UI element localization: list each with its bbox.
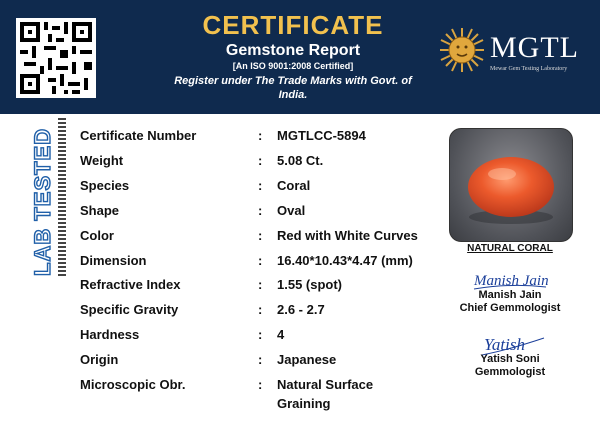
detail-value: Coral <box>277 178 311 193</box>
detail-separator: : <box>258 302 263 317</box>
iso-certification: [An ISO 9001:2008 Certified] <box>232 61 354 71</box>
detail-row-species <box>80 178 460 203</box>
trademark-line-1: Register under The Trade Marks with Govt. of <box>174 75 412 87</box>
signatory-1 <box>445 289 575 315</box>
gemstone-caption: NATURAL CORAL <box>467 243 553 254</box>
detail-separator: : <box>258 352 263 367</box>
detail-label: Certificate Number <box>80 128 197 143</box>
detail-row-specific-gravity <box>80 302 460 327</box>
detail-separator: : <box>258 153 263 168</box>
detail-separator: : <box>258 253 263 268</box>
lab-tested-text: LAB TESTED <box>30 127 55 276</box>
gemstone-photo <box>449 128 573 242</box>
detail-separator: : <box>258 128 263 143</box>
signatory-name: Manish Jain <box>478 289 542 301</box>
detail-value: Red with White Curves <box>277 228 418 243</box>
detail-label: Dimension <box>80 253 147 268</box>
detail-value: 1.55 (spot) <box>277 277 343 292</box>
detail-value: 16.40*10.43*4.47 (mm) <box>277 253 413 268</box>
report-title: Gemstone Report <box>225 42 361 59</box>
detail-separator: : <box>258 327 263 342</box>
detail-row-hardness <box>80 327 460 352</box>
detail-label: Microscopic Obr. <box>80 377 186 392</box>
coral-gemstone <box>468 157 554 217</box>
trademark-line-2: India. <box>278 89 308 101</box>
detail-label: Specific Gravity <box>80 302 179 317</box>
qr-code-icon <box>16 18 96 98</box>
detail-label: Color <box>80 228 114 243</box>
detail-value: 5.08 Ct. <box>277 153 324 168</box>
detail-row-origin <box>80 352 460 377</box>
detail-separator: : <box>258 228 263 243</box>
header-divider <box>0 114 600 118</box>
signatory-title: Chief Gemmologist <box>459 302 561 314</box>
detail-separator: : <box>258 377 263 392</box>
detail-row-shape <box>80 203 460 228</box>
certificate-title: CERTIFICATE <box>202 10 384 40</box>
detail-value-line-2: Graining <box>277 396 331 411</box>
detail-separator: : <box>258 203 263 218</box>
sun-emblem-icon <box>438 26 486 74</box>
detail-label: Weight <box>80 153 124 168</box>
signatory-title: Gemmologist <box>474 366 546 378</box>
side-barcode <box>58 118 66 278</box>
detail-row-dimension <box>80 253 460 278</box>
detail-value: Japanese <box>277 352 337 367</box>
detail-value: MGTLCC-5894 <box>277 128 366 143</box>
title-block <box>150 10 436 102</box>
logo-subtext: Mewar Gem Testing Laboratory <box>490 66 568 72</box>
signature-text: Yatish <box>484 335 525 354</box>
detail-row-certificate-number <box>80 128 460 153</box>
detail-value: Natural Surface <box>277 377 374 392</box>
detail-row-refractive-index <box>80 277 460 302</box>
mgtl-logo <box>438 26 588 82</box>
signatory-name: Yatish Soni <box>480 353 540 365</box>
signatory-2 <box>445 353 575 379</box>
detail-label: Species <box>80 178 130 193</box>
detail-value: Oval <box>277 203 306 218</box>
detail-label: Hardness <box>80 327 140 342</box>
detail-row-color <box>80 228 460 253</box>
logo-text: MGTL <box>490 31 579 64</box>
detail-row-microscopic-observation <box>80 377 460 421</box>
detail-value: 4 <box>277 327 285 342</box>
certificate-header <box>0 0 600 114</box>
signature-text: Manish Jain <box>474 273 549 289</box>
detail-separator: : <box>258 178 263 193</box>
detail-label: Shape <box>80 203 120 218</box>
detail-separator: : <box>258 277 263 292</box>
detail-value: 2.6 - 2.7 <box>277 302 325 317</box>
detail-label: Origin <box>80 352 119 367</box>
detail-row-weight <box>80 153 460 178</box>
detail-label: Refractive Index <box>80 277 181 292</box>
